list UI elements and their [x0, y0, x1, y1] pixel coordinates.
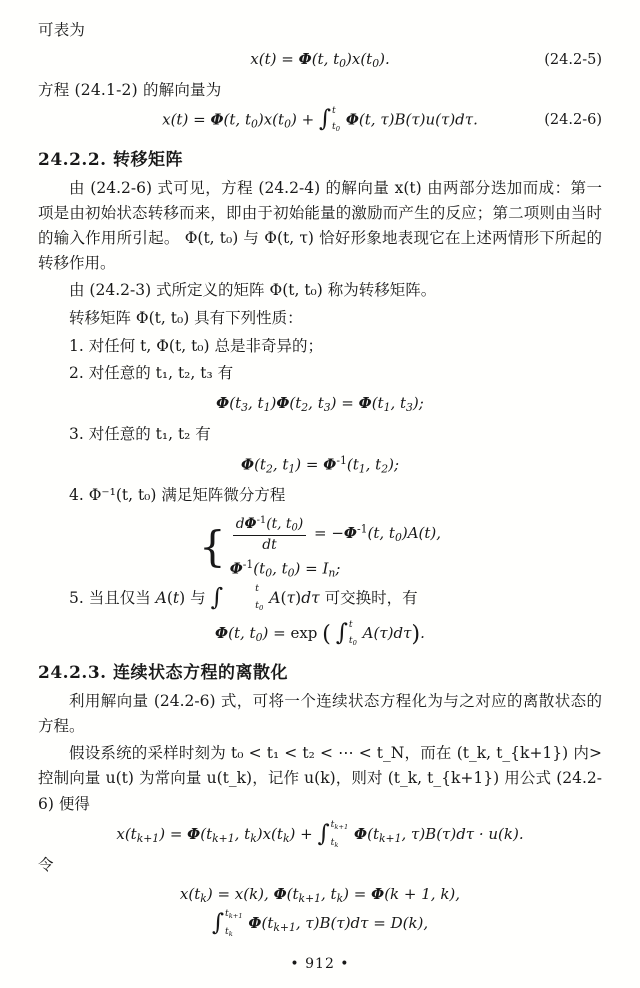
section-24-2-2-paragraph-1: 由 (24.2-6) 式可见，方程 (24.2-4) 的解向量 x(t) 由两部分迭加而成：第一项是由初始状态转移而来，即由于初始能量的激励而产生的反应；第二项则由当时的输入作用所引起。 Φ(t, t₀) 与 Φ(t, τ) 恰好形象地表现它在上述两情形下所起的转移作用。: [38, 179, 602, 273]
property-item-4: 4. Φ⁻¹(t, t₀) 满足矩阵微分方程: [69, 486, 286, 505]
left-brace: {: [198, 522, 226, 572]
substitution-equation-2: ∫ $t_{k+1}$ $t_k$ $\Phi(t_{k+1}$, τ)B(τ)dτ = D(k),: [211, 907, 429, 938]
property-4-equation-row: [38, 515, 602, 579]
equation-24-2-5-row: [38, 49, 602, 71]
equation-24-2-6-row: [38, 104, 602, 134]
property-2-equation-row: [38, 393, 602, 415]
property-2-equation: $\Phi(t_3$, $t_1)\Phi(t_2$, $t_3) = \Phi(t_1$, $t_3$);: [216, 394, 424, 415]
section-heading-24-2-2: 24.2.2. 转移矩阵: [38, 150, 183, 171]
section-24-2-2-paragraph-3: 转移矩阵 Φ(t, t₀) 具有下列性质：: [69, 308, 303, 327]
section-24-2-3-paragraph-1: 利用解向量 (24.2-6) 式，可将一个连续状态方程化为与之对应的离散状态的方程。: [38, 692, 602, 736]
equation-24-2-5: x(t) = Φ(t, $t_0)x(t_0)$.: [250, 50, 390, 71]
intro-line-1: 可表为: [38, 21, 86, 39]
discretization-equation: $x(t_{k+1}) = \Phi(t_{k+1}$, $t_k)x(t_k)$ + ∫ $t_{k+1}$ $t_k$ $\Phi(t_{k+1}$, τ)B(τ)dτ · u(k).: [116, 818, 524, 849]
equation-number-24-2-6: (24.2-6): [544, 112, 602, 129]
property-item-1: 1. 对任何 t, Φ(t, t₀) 总是非奇异的；: [69, 336, 323, 355]
page-footer: [0, 956, 640, 972]
property-4-equation-line-2: $\Phi^{-1}(t_0$, $t_0) = I_n$;: [229, 557, 341, 580]
substitution-equation-row-2: [38, 907, 602, 938]
intro-line-2: 方程 (24.1-2) 的解向量为: [38, 81, 222, 100]
equation-number-24-2-5: (24.2-5): [544, 52, 602, 69]
property-item-5: 5. 当且仅当 A(t) 与 ∫ t $t_0$ A(τ)dτ 可交换时，有: [69, 583, 418, 613]
property-3-equation: $\Phi(t_2$, $t_1) = \Phi^{-1}(t_1$, $t_2$);: [240, 454, 399, 476]
property-item-3: 3. 对任意的 t₁, t₂ 有: [69, 425, 211, 444]
equation-24-2-6: x(t) = Φ(t, $t_0)x(t_0)$ + ∫ t $t_0$ Φ(t, τ)B(τ)u(τ)dτ.: [162, 104, 478, 134]
property-4-equation-lines: [230, 515, 441, 579]
property-item-2: 2. 对任意的 t₁, t₂, t₃ 有: [69, 364, 234, 383]
discretization-equation-row: [38, 818, 602, 849]
section-heading-24-2-3: 24.2.3. 连续状态方程的离散化: [38, 663, 288, 684]
page-number: • 912 •: [290, 956, 350, 972]
substitution-equation-row-1: [38, 884, 602, 906]
section-24-2-3-paragraph-3: 令: [38, 855, 54, 874]
property-5-equation: Φ(t, $t_0) = \exp$ ( ∫ t $t_0$ A(τ)dτ).: [215, 618, 425, 648]
section-24-2-2-paragraph-2: 由 (24.2-3) 式所定义的矩阵 Φ(t, t₀) 称为转移矩阵。: [69, 281, 437, 300]
substitution-equation-1: $x(t_k) = x(k)$, $\Phi(t_{k+1}$, $t_k) = \Phi(k + 1$, k),: [179, 884, 461, 905]
property-5-equation-row: [38, 618, 602, 648]
property-4-equation-line-1: $\frac{d\Phi^{-1}(t, t_0)}{dt}$ = $-\Phi^{-1}(t$, $t_0)A(t)$,: [230, 515, 441, 553]
section-24-2-3-paragraph-2: 假设系统的采样时刻为 t₀ < t₁ < t₂ < ⋯ < t_N，而在 (t_k, t_{k+1}) 内>控制向量 u(t) 为常向量 u(t_k)，记作 u(k)，则对 (t_k, t_{k+1}) 用公式 (24.2-6) 便得: [38, 744, 602, 813]
property-3-equation-row: [38, 454, 602, 476]
